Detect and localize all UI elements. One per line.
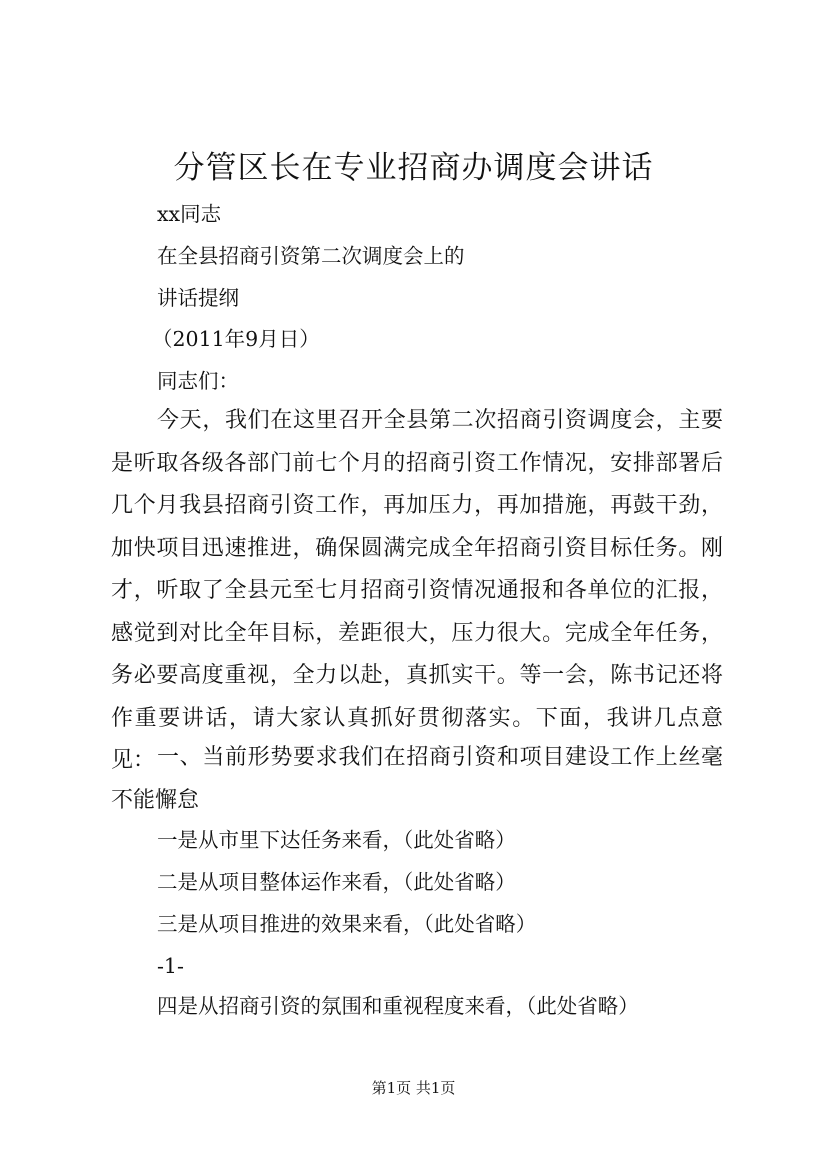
date-line: （2011年9月日） — [152, 327, 320, 351]
point-two: 二是从项目整体运作来看，（此处省略） — [157, 870, 516, 894]
page-footer: 第1页 共1页 — [371, 1079, 456, 1097]
page-marker: -1- — [157, 954, 184, 978]
addressee-line: xx同志 — [157, 202, 222, 226]
point-four: 四是从招商引资的氛围和重视程度来看，（此处省略） — [157, 994, 639, 1018]
outline-line: 讲话提纲 — [157, 286, 239, 310]
document-title: 分管区长在专业招商办调度会讲话 — [173, 150, 654, 186]
point-one: 一是从市里下达任务来看，（此处省略） — [157, 828, 516, 852]
greeting-line: 同志们： — [157, 369, 239, 393]
section-heading: 一、当前形势要求我们在招商引资和项目建设工作上丝毫不能懈怠 — [111, 745, 723, 813]
intro-paragraph: 今天，我们在这里召开全县第二次招商引资调度会，主要是听取各级各部门前七个月的招商引资工作情况，安排部署后几个月我县招商引资工作，再加压力，再加措施，再鼓干劲，加快项目迅速推进，确保圆满完成全年招商引资目标任务。刚才，听取了全县元至七月招商引资情况通报和各单位的汇报，感觉到对比全年目标，差距很大，压力很大。完成全年任务，务必要高度重视，全力以赴，真抓实干。等一会，陈书记还将作重要讲话，请大家认真抓好贯彻落实。下面，我讲几点意见： — [111, 408, 723, 773]
meeting-line: 在全县招商引资第二次调度会上的 — [157, 244, 465, 268]
point-three: 三是从项目推进的效果来看，（此处省略） — [157, 912, 537, 936]
